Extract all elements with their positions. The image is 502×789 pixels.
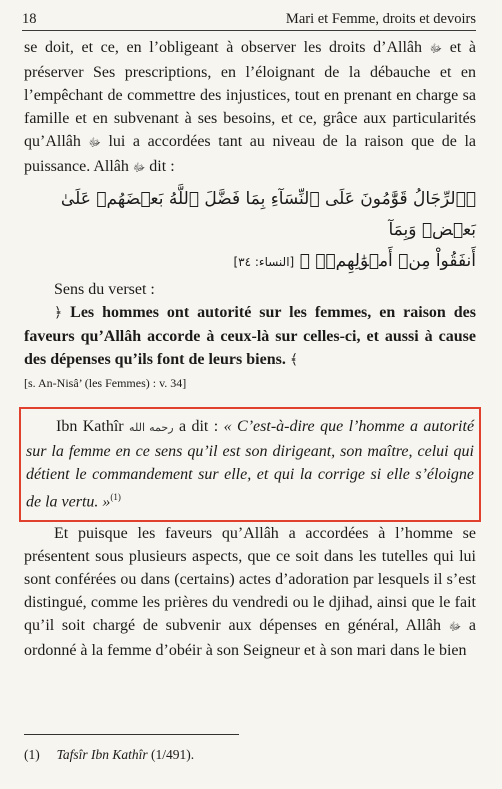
quote-text: « C’est-à-dire que l’homme a autorité sur la femme en ce sens qu’il est son dirigeant, son maître, celui qui détient le commandement sur elle, et qui la corrige si elle s’éloigne de la vertu. » <box>26 418 475 511</box>
footnote-ref: (1) <box>110 492 121 502</box>
running-header <box>22 6 476 31</box>
paragraph-2: Et puisque les faveurs qu’Allâh a accordées à l’homme se présentent sous plusieurs aspects, que ce soit dans les tutelles qui lui sont conférées ou dans (certains) actes d’adoration par lesquels il s’est distingué, comme les prières du vendredi ou le djihad, ainsi que le fait qu’il soit chargé de subvenir aux dépenses en général, Allâh ﷻ a ordonné à la femme d’obéir à son Seigneur et à son mari dans le bien <box>24 525 476 660</box>
page-number: 18 <box>22 11 37 27</box>
arabic-verse-line-2: أَنفَقُواْ مِنۡ أَمۡوَٰلِهِمۡۚ ﴾ [النساء: ٣٤] <box>233 251 476 271</box>
honorific-glyph: ﷻ <box>132 162 146 174</box>
arabic-verse <box>24 184 476 278</box>
running-title: Mari et Femme, droits et devoirs <box>285 11 476 27</box>
rahimahullah-glyph: رحمه الله <box>129 422 174 434</box>
paragraph-1: se doit, et ce, en l’obligeant à observer les droits d’Allâh ﷻ et à préserver Ses prescriptions, en l’éloignant de la débauche et en l’empêchant de commettre des injustices, tout en prenant en charge sa famille et en subvenant à ses besoins, et ce, grâce aux particularités qu’Allâh ﷻ lui a accordées tant au niveau de la raison que de la puissance. Allâh ﷻ dit : <box>24 39 477 175</box>
verse-citation: [s. An-Nisâ’ (les Femmes) : v. 34] <box>24 376 187 390</box>
footnote: (1) Tafsîr Ibn Kathîr (1/491). <box>24 747 195 762</box>
arabic-verse-line-1: ﴿ٱلرِّجَالُ قَوَّٰمُونَ عَلَى ٱلنِّسَآءِ بِمَا فَضَّلَ ٱللَّهُ بَعۡضَهُمۡ عَلَىٰ بَعۡضٖ وَبِمَآ <box>60 189 476 240</box>
quote-speaker: Ibn Kathîr <box>56 418 124 435</box>
verse-translation: ﴿ Les hommes ont autorité sur les femmes, en raison des faveurs qu’Allâh accorde à ceux-là sur celles-ci, et aussi à cause des dépenses qu’ils font de leurs biens. ﴾ <box>24 304 476 368</box>
honorific-glyph: ﷻ <box>448 621 462 634</box>
sens-label: Sens du verset : <box>54 281 155 298</box>
honorific-glyph: ﷻ <box>88 137 101 149</box>
footnote-title: Tafsîr Ibn Kathîr <box>56 747 148 762</box>
highlighted-quote-box: Ibn Kathîr رحمه الله a dit : « C’est-à-dire que l’homme a autorité sur la femme en ce sens qu’il est son dirigeant, son maître, celui qui détient le commandement sur elle, et qui la corrige si elle s’éloigne de la vertu. »$^{(1)}$ <box>19 407 481 522</box>
footnote-divider <box>24 734 239 735</box>
body-text <box>24 36 476 662</box>
arabic-verse-reference: [النساء: ٣٤] <box>233 255 295 269</box>
honorific-glyph: ﷻ <box>429 43 443 55</box>
